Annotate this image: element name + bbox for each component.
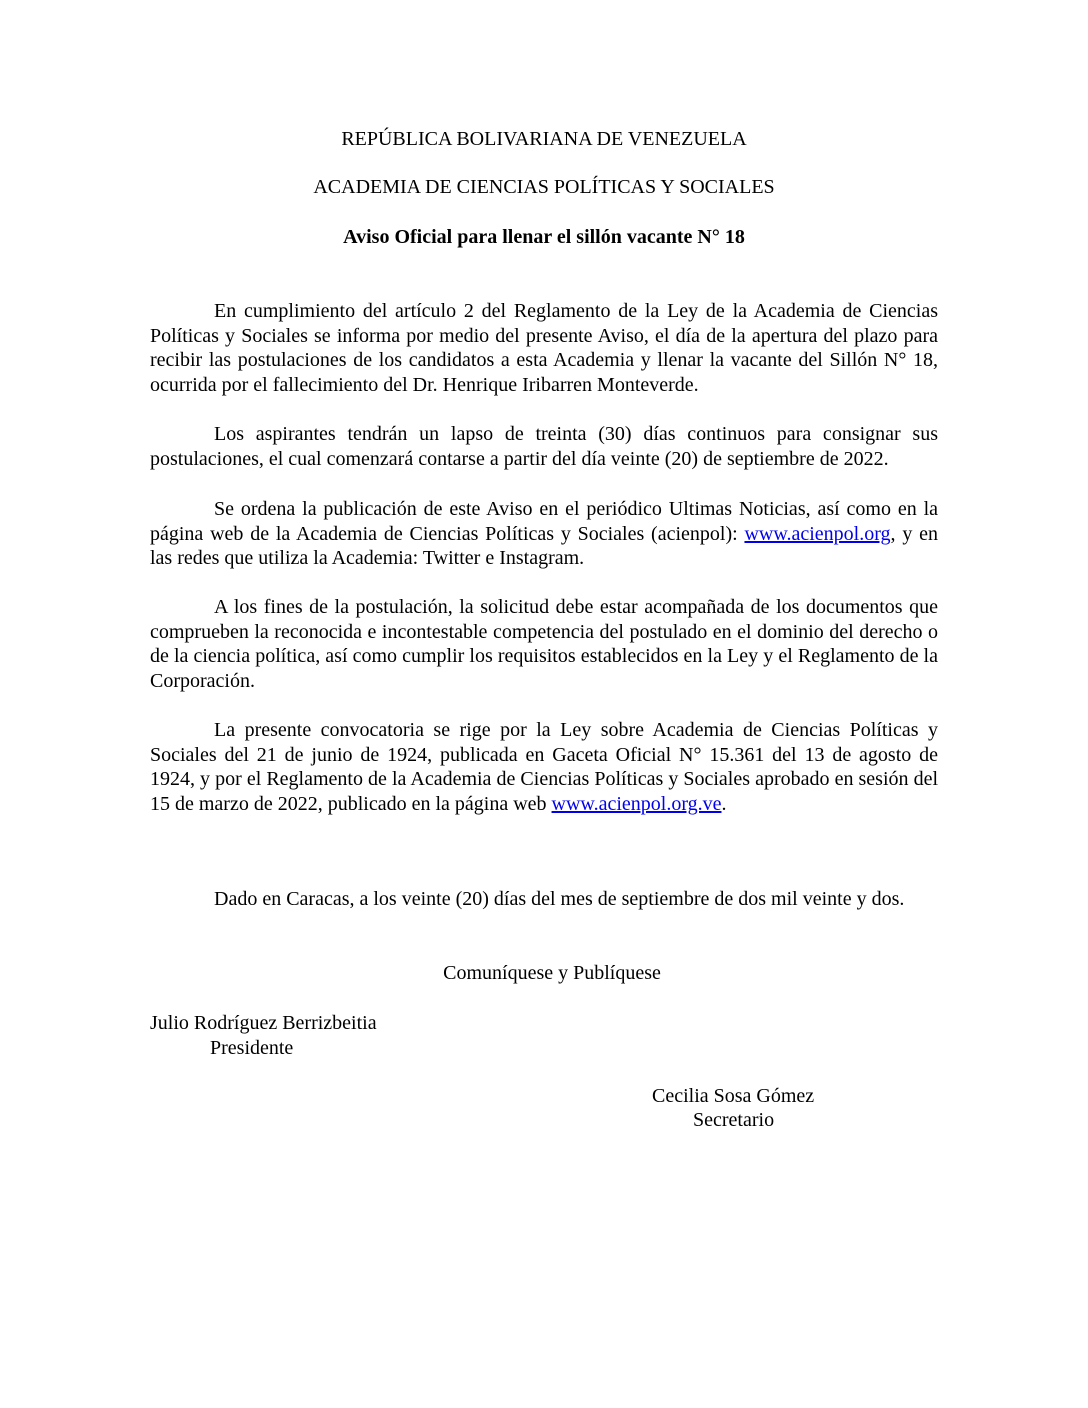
- paragraph-3-text-after: , y en las redes que utiliza la Academia: Twitter e Instagram.: [150, 522, 938, 569]
- paragraph-6: Dado en Caracas, a los veinte (20) días del mes de septiembre de dos mil veinte y dos.: [214, 888, 905, 910]
- paragraph-5-text-before: La presente convocatoria se rige por la Ley sobre Academia de Ciencias Políticas y Sociales del 21 de junio de 1924, publicada en Gaceta Oficial N° 15.361 del 13 de agosto de 1924, y por el Reglamento de la Academia de Ciencias Políticas y Sociales aprobado en sesión del 15 de marzo de 2022, publicado en la página web: [150, 719, 938, 815]
- president-name: Julio Rodríguez Berrizbeitia: [150, 1012, 377, 1034]
- acienpol-org-ve-link[interactable]: www.acienpol.org.ve: [551, 792, 722, 815]
- header-institution: ACADEMIA DE CIENCIAS POLÍTICAS Y SOCIALES: [313, 176, 775, 198]
- paragraph-5: [150, 718, 938, 816]
- paragraph-5-text-after: .: [721, 792, 727, 815]
- paragraph-2: Los aspirantes tendrán un lapso de treinta (30) días continuos para consignar sus postulaciones, el cual comenzará contarse a partir del día veinte (20) de septiembre de 2022.: [150, 423, 938, 470]
- secretary-title: Secretario: [693, 1109, 775, 1131]
- header-country: REPÚBLICA BOLIVARIANA DE VENEZUELA: [341, 128, 747, 150]
- closing-line: Comuníquese y Publíquese: [443, 962, 661, 984]
- paragraph-1: En cumplimiento del artículo 2 del Reglamento de la Ley de la Academia de Ciencias Políticas y Sociales se informa por medio del presente Aviso, el día de la apertura del plazo para recibir las postulaciones de los candidatos a esta Academia y llenar la vacante del Sillón N° 18, ocurrida por el fallecimiento del Dr. Henrique Iribarren Monteverde.: [150, 300, 938, 396]
- notice-title: Aviso Oficial para llenar el sillón vacante N° 18: [343, 226, 745, 248]
- paragraph-3-text-before: Se ordena la publicación de este Aviso en el periódico Ultimas Noticias, así como en la página web de la Academia de Ciencias Políticas y Sociales (acienpol):: [150, 498, 938, 545]
- acienpol-org-link[interactable]: www.acienpol.org: [744, 522, 891, 545]
- paragraph-3: [150, 497, 938, 571]
- president-title: Presidente: [210, 1037, 294, 1059]
- paragraph-4: A los fines de la postulación, la solicitud debe estar acompañada de los documentos que comprueben la reconocida e incontestable competencia del postulado en el dominio del derecho o de la ciencia política, así como cumplir los requisitos establecidos en la Ley y el Reglamento de la Corporación.: [150, 596, 938, 692]
- secretary-name: Cecilia Sosa Gómez: [652, 1085, 815, 1107]
